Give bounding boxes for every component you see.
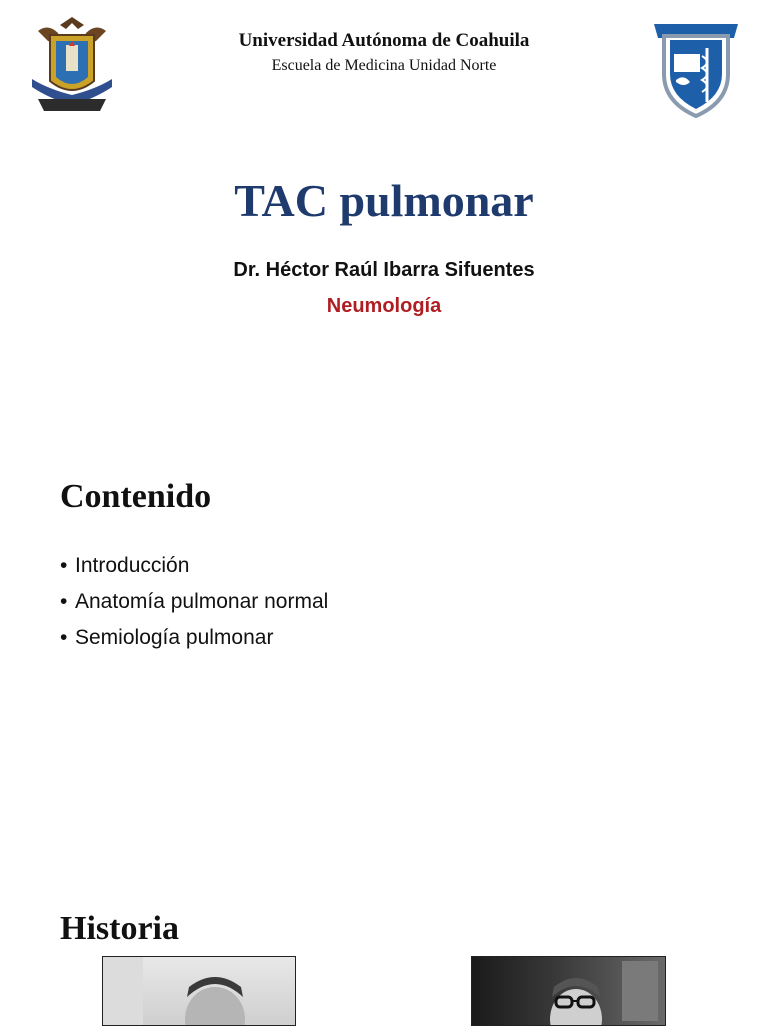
history-slide — [0, 890, 768, 1024]
portrait-photo-right — [471, 956, 666, 1026]
author-name: Dr. Héctor Raúl Ibarra Sifuentes — [233, 259, 535, 281]
bullet-icon: • — [60, 626, 68, 649]
bullet-icon: • — [60, 554, 68, 577]
bullet-icon: • — [60, 590, 68, 613]
contents-list — [60, 552, 328, 660]
list-item-label: Anatomía pulmonar normal — [75, 590, 329, 613]
contents-slide — [0, 450, 768, 870]
portrait-photo-left — [102, 956, 296, 1026]
list-item-label: Introducción — [75, 554, 190, 577]
history-heading: Historia — [60, 910, 179, 947]
list-item — [60, 552, 328, 588]
presentation-title: TAC pulmonar — [234, 175, 534, 226]
cover-slide — [0, 0, 768, 430]
list-item-label: Semiología pulmonar — [75, 626, 274, 649]
list-item — [60, 624, 328, 660]
university-name: Universidad Autónoma de Coahuila — [238, 30, 530, 51]
department-name: Neumología — [326, 295, 442, 317]
school-name: Escuela de Medicina Unidad Norte — [271, 57, 497, 74]
contents-heading: Contenido — [60, 478, 212, 515]
list-item — [60, 588, 328, 624]
